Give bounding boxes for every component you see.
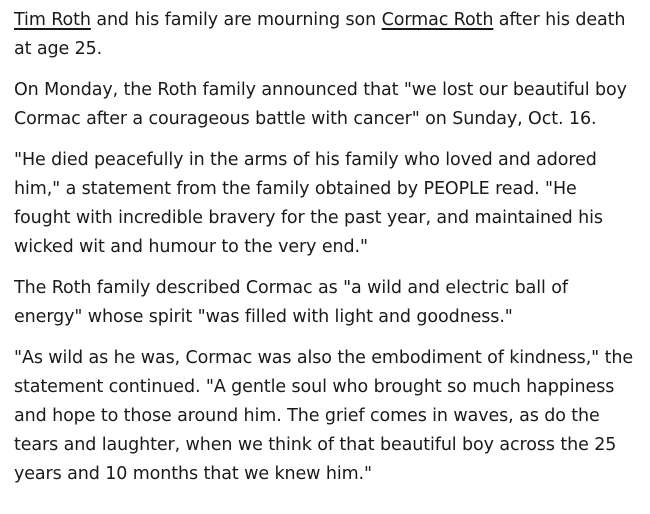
paragraph-2: On Monday, the Roth family announced that "we lost our beautiful boy Cormac after a courageous battle with cancer" on Sunday, Oct. 16. (14, 80, 627, 129)
link-cormac-roth[interactable]: Cormac Roth (381, 10, 494, 30)
paragraph-1-text-b: after his death at age 25. (14, 10, 626, 59)
paragraph-5: "As wild as he was, Cormac was also the embodiment of kindness," the statement continued. "A gentle soul who brought so much happiness and hope to those around him. The grief comes in waves, as do the tears and laughter, when we think of that beautiful boy across the 25 years and 10 months that we knew him." (14, 348, 633, 484)
paragraph-4: The Roth family described Cormac as "a wild and electric ball of energy" whose spirit "was filled with light and goodness." (14, 278, 568, 327)
paragraph-1 (14, 6, 636, 64)
link-tim-roth[interactable]: Tim Roth (14, 10, 91, 30)
paragraph-1-text-a: and his family are mourning son (90, 10, 382, 30)
paragraph-3: "He died peacefully in the arms of his family who loved and adored him," a statement from the family obtained by PEOPLE read. "He fought with incredible bravery for the past year, and maintained his wicked wit and humour to the very end." (14, 150, 603, 257)
